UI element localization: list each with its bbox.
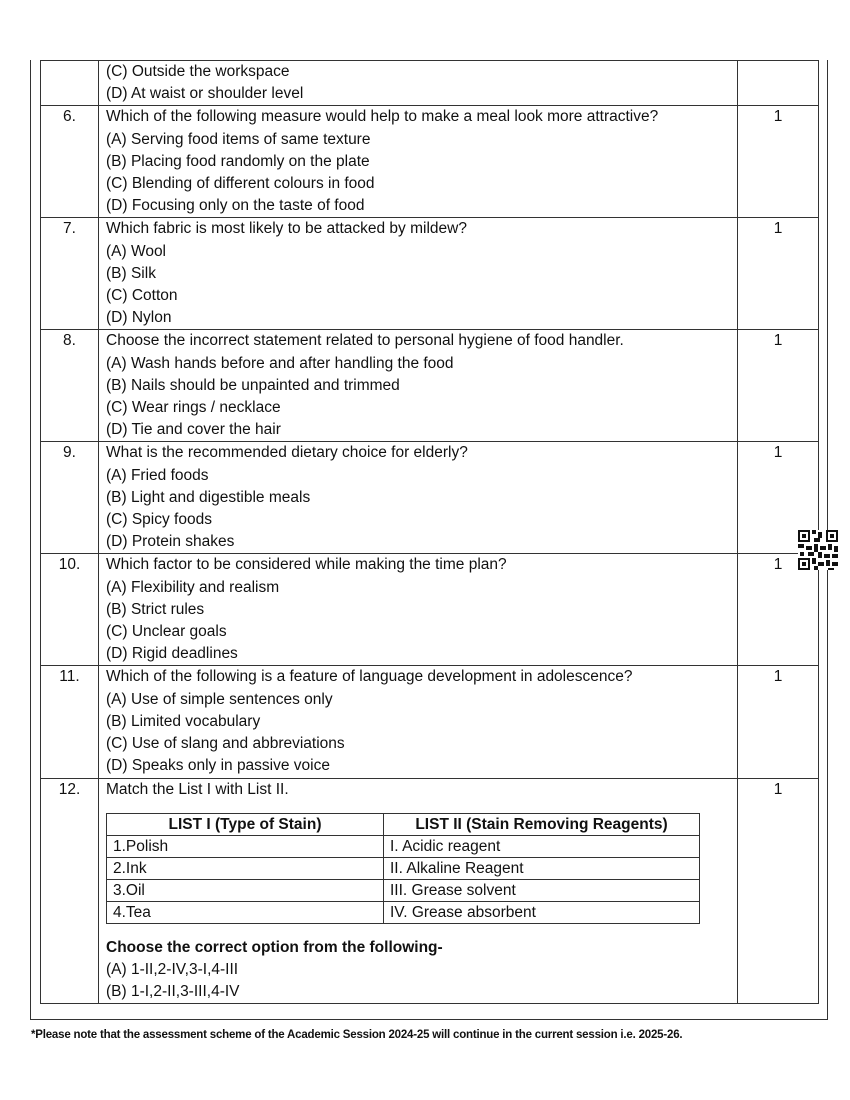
question-cell — [99, 218, 738, 330]
question-table — [40, 60, 819, 1004]
footer-note: *Please note that the assessment scheme of the Academic Session 2024-25 will continue in the current session i.e. 2025-26. — [31, 1029, 683, 1041]
table-row-continued — [41, 61, 819, 106]
table-row-question — [41, 218, 819, 330]
question-cell — [99, 442, 738, 554]
table-row-question — [41, 554, 819, 666]
option: (D) Speaks only in passive voice — [106, 757, 330, 775]
option: (C) Unclear goals — [106, 623, 227, 641]
option: (C) Outside the workspace — [106, 63, 290, 80]
question-cell — [99, 554, 738, 666]
match-header: LIST II (Stain Removing Reagents) — [384, 813, 700, 835]
marks: 1 — [738, 106, 819, 218]
option: (B) Placing food randomly on the plate — [106, 152, 370, 170]
match-row — [107, 857, 700, 879]
option: (D) Nylon — [106, 309, 172, 327]
table-row-question — [41, 666, 819, 778]
question-number: 8. — [41, 330, 99, 442]
option: (D) Tie and cover the hair — [106, 421, 281, 439]
match-cell: I. Acidic reagent — [384, 835, 700, 857]
match-header: LIST I (Type of Stain) — [107, 813, 384, 835]
question-number: 9. — [41, 442, 99, 554]
question-cell — [99, 666, 738, 778]
option: (A) Flexibility and realism — [106, 578, 280, 596]
option: (A) 1-II,2-IV,3-I,4-III — [106, 960, 239, 978]
question-text: Choose the incorrect statement related to personal hygiene of food handler. — [106, 332, 624, 350]
table-row-question — [41, 778, 819, 1004]
question-number: 11. — [41, 666, 99, 778]
match-row — [107, 879, 700, 901]
match-row — [107, 901, 700, 923]
option: (A) Wash hands before and after handling the food — [106, 354, 454, 372]
option: (C) Cotton — [106, 287, 178, 305]
marks: 1 — [738, 554, 819, 666]
match-cell: IV. Grease absorbent — [384, 901, 700, 923]
option: (C) Spicy foods — [106, 511, 212, 529]
question-number: 10. — [41, 554, 99, 666]
question-text: What is the recommended dietary choice for elderly? — [106, 444, 468, 462]
outer-frame-bottom — [30, 1019, 828, 1020]
match-cell: 2.Ink — [107, 857, 384, 879]
match-cell: 3.Oil — [107, 879, 384, 901]
match-table — [106, 813, 700, 924]
question-text: Which of the following measure would help to make a meal look more attractive? — [106, 108, 659, 126]
marks: 1 — [738, 330, 819, 442]
marks: 1 — [738, 666, 819, 778]
option: (B) Strict rules — [106, 600, 205, 618]
option: (A) Wool — [106, 242, 167, 260]
option: (B) Limited vocabulary — [106, 712, 261, 730]
marks: 1 — [738, 778, 819, 1004]
option: (A) Fried foods — [106, 466, 209, 484]
qr-code-icon — [798, 530, 838, 570]
question-text: Match the List I with List II. — [106, 780, 289, 798]
option: (A) Serving food items of same texture — [106, 130, 371, 148]
option: (D) At waist or shoulder level — [106, 85, 304, 103]
outer-frame-left — [30, 60, 31, 1020]
marks: 1 — [738, 442, 819, 554]
question-text: Which of the following is a feature of language development in adolescence? — [106, 668, 633, 686]
table-row-question — [41, 442, 819, 554]
option: (B) Silk — [106, 264, 156, 282]
question-cell — [99, 778, 738, 1004]
match-cell: 1.Polish — [107, 835, 384, 857]
match-cell: II. Alkaline Reagent — [384, 857, 700, 879]
match-row — [107, 835, 700, 857]
option: (B) Light and digestible meals — [106, 488, 311, 506]
choose-instruction: Choose the correct option from the following- — [106, 938, 443, 956]
match-cell: III. Grease solvent — [384, 879, 700, 901]
question-cell — [99, 106, 738, 218]
question-text: Which fabric is most likely to be attacked by mildew? — [106, 220, 467, 238]
match-header-row — [107, 813, 700, 835]
option: (A) Use of simple sentences only — [106, 690, 333, 708]
marks: 1 — [738, 218, 819, 330]
option: (C) Wear rings / necklace — [106, 399, 281, 417]
table-row-question — [41, 106, 819, 218]
option: (C) Blending of different colours in food — [106, 175, 375, 193]
option: (B) 1-I,2-II,3-III,4-IV — [106, 983, 240, 1001]
question-number: 7. — [41, 218, 99, 330]
table-row-question — [41, 330, 819, 442]
option: (D) Focusing only on the taste of food — [106, 197, 365, 215]
question-cell — [99, 330, 738, 442]
option: (D) Protein shakes — [106, 533, 235, 551]
question-text: Which factor to be considered while making the time plan? — [106, 556, 507, 574]
option: (B) Nails should be unpainted and trimmed — [106, 376, 400, 394]
question-number: 6. — [41, 106, 99, 218]
match-cell: 4.Tea — [107, 901, 384, 923]
option: (D) Rigid deadlines — [106, 645, 238, 663]
option: (C) Use of slang and abbreviations — [106, 735, 345, 753]
question-number: 12. — [41, 778, 99, 1004]
